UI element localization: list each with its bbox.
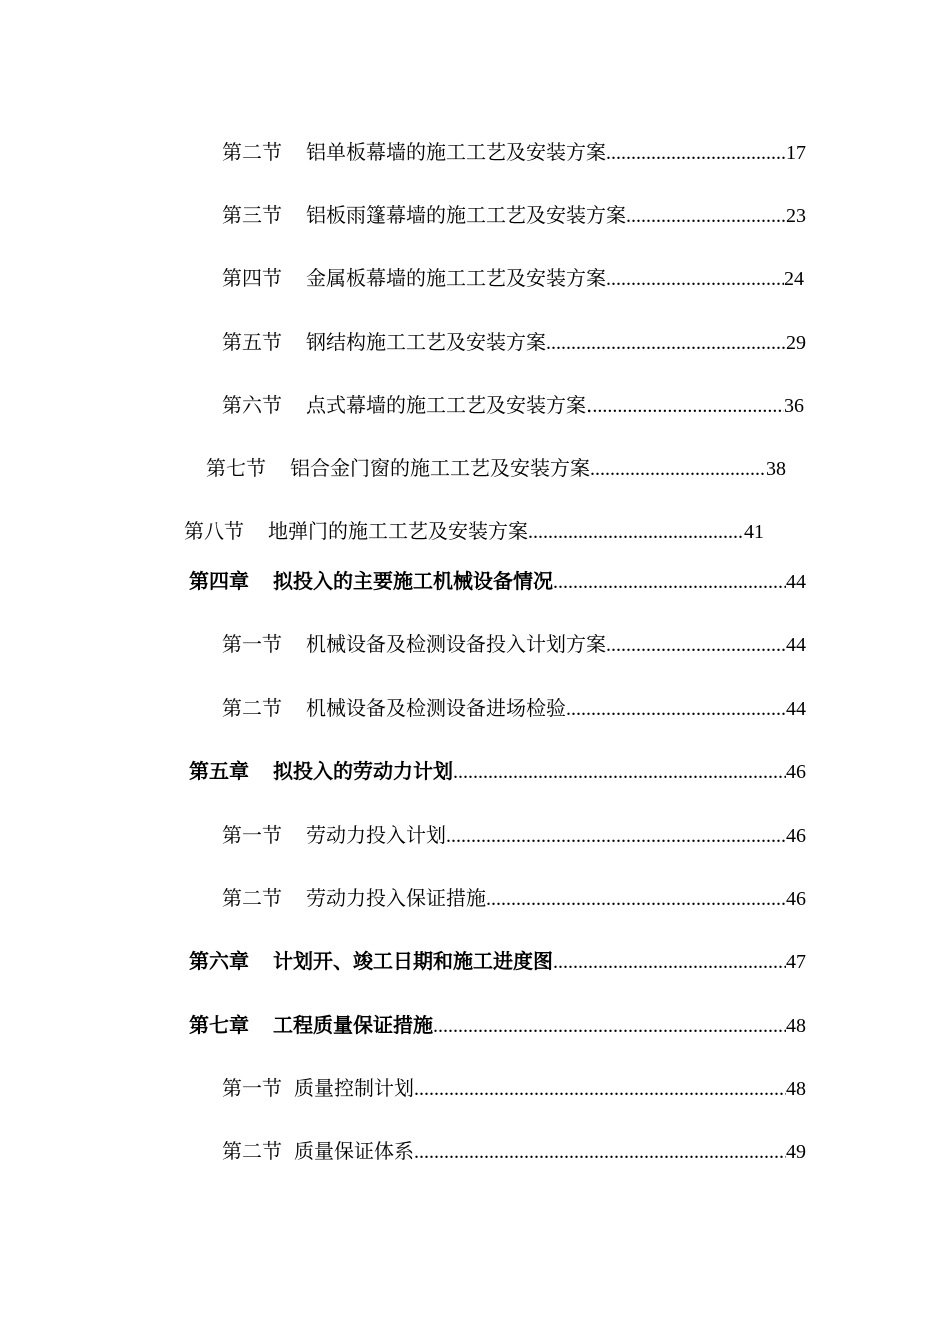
toc-chapter-entry: [189, 947, 806, 976]
toc-entry-number: 第一节: [222, 1076, 282, 1100]
toc-entry-title: 机械设备及检测设备进场检验: [306, 696, 566, 720]
toc-entry-page: 36: [784, 395, 804, 417]
toc-entry-number: 第四章: [189, 569, 249, 593]
toc-entry-title: 劳动力投入计划: [306, 823, 446, 847]
toc-entry-page: 47: [786, 951, 806, 973]
dot-leader: [414, 1138, 786, 1166]
toc-entry-page: 48: [786, 1015, 806, 1037]
toc-entry-title: 铝板雨篷幕墙的施工工艺及安装方案: [306, 203, 626, 227]
toc-entry-number: 第八节: [184, 519, 244, 543]
toc-entry: [222, 630, 806, 659]
toc-entry-title: 计划开、竣工日期和施工进度图: [273, 949, 553, 973]
toc-entry: [222, 821, 806, 850]
dot-leader: [590, 455, 766, 483]
toc-entry-title: 工程质量保证措施: [273, 1013, 433, 1037]
toc-entry-page: 29: [786, 332, 806, 354]
toc-entry: [184, 517, 764, 546]
toc-chapter-entry: [189, 757, 806, 786]
toc-entry-page: 41: [744, 521, 764, 543]
toc-entry-number: 第二节: [222, 140, 282, 164]
toc-entry-number: 第一节: [222, 632, 282, 656]
dot-leader: [566, 695, 786, 723]
toc-entry-title: 拟投入的劳动力计划: [273, 759, 453, 783]
toc-entry-title: 劳动力投入保证措施: [306, 886, 486, 910]
toc-entry-title: 地弹门的施工工艺及安装方案: [268, 519, 528, 543]
toc-entry-number: 第三节: [222, 203, 282, 227]
toc-entry-title: 点式幕墙的施工工艺及安装方案.: [306, 393, 593, 417]
toc-entry: [222, 391, 804, 420]
dot-leader: [606, 139, 786, 167]
dot-leader: [414, 1075, 786, 1103]
toc-entry-number: 第四节: [222, 266, 282, 290]
toc-entry-page: 44: [786, 698, 806, 720]
toc-entry-number: 第二节: [222, 696, 282, 720]
dot-leader: [592, 392, 784, 420]
dot-leader: [606, 265, 784, 293]
dot-leader: [486, 885, 786, 913]
toc-entry-page: 49: [786, 1141, 806, 1163]
dot-leader: [446, 822, 786, 850]
dot-leader: [546, 329, 786, 357]
toc-entry-number: 第七章: [189, 1013, 249, 1037]
toc-entry-page: 24: [784, 268, 804, 290]
dot-leader: [626, 202, 786, 230]
toc-entry-page: 44: [786, 634, 806, 656]
toc-entry-title: 质量保证体系: [294, 1139, 414, 1163]
toc-entry-number: 第二节: [222, 1139, 282, 1163]
toc-entry-number: 第一节: [222, 823, 282, 847]
toc-entry-page: 23: [786, 205, 806, 227]
toc-entry-page: 46: [786, 761, 806, 783]
toc-entry: [222, 1137, 806, 1166]
toc-entry: [222, 138, 806, 167]
toc-entry-page: 46: [786, 825, 806, 847]
toc-entry-page: 44: [786, 571, 806, 593]
toc-entry: [222, 1074, 806, 1103]
toc-entry-page: 46: [786, 888, 806, 910]
dot-leader: [553, 948, 786, 976]
toc-entry-title: 铝合金门窗的施工工艺及安装方案: [290, 456, 590, 480]
toc-entry-title: 铝单板幕墙的施工工艺及安装方案: [306, 140, 606, 164]
toc-entry-number: 第二节: [222, 886, 282, 910]
toc-entry-number: 第六节: [222, 393, 282, 417]
toc-entry-page: 17: [786, 142, 806, 164]
toc-chapter-entry: [189, 567, 806, 596]
toc-entry-page: 38: [766, 458, 786, 480]
toc-entry-title: 拟投入的主要施工机械设备情况: [273, 569, 553, 593]
dot-leader: [606, 631, 786, 659]
toc-entry-page: 48: [786, 1078, 806, 1100]
dot-leader: [553, 568, 786, 596]
dot-leader: [453, 758, 786, 786]
toc-entry-number: 第五节: [222, 330, 282, 354]
toc-entry-number: 第六章: [189, 949, 249, 973]
toc-entry-title: 机械设备及检测设备投入计划方案: [306, 632, 606, 656]
dot-leader: [433, 1012, 786, 1040]
toc-entry: [206, 454, 786, 483]
toc-chapter-entry: [189, 1011, 806, 1040]
toc-entry: [222, 264, 804, 293]
toc-entry: [222, 328, 806, 357]
toc-entry: [222, 884, 806, 913]
toc-entry-title: 钢结构施工工艺及安装方案: [306, 330, 546, 354]
toc-entry-number: 第五章: [189, 759, 249, 783]
dot-leader: [528, 518, 744, 546]
toc-entry-number: 第七节: [206, 456, 266, 480]
toc-entry-title: 金属板幕墙的施工工艺及安装方案: [306, 266, 606, 290]
toc-entry: [222, 694, 806, 723]
toc-entry-title: 质量控制计划: [294, 1076, 414, 1100]
toc-entry: [222, 201, 806, 230]
